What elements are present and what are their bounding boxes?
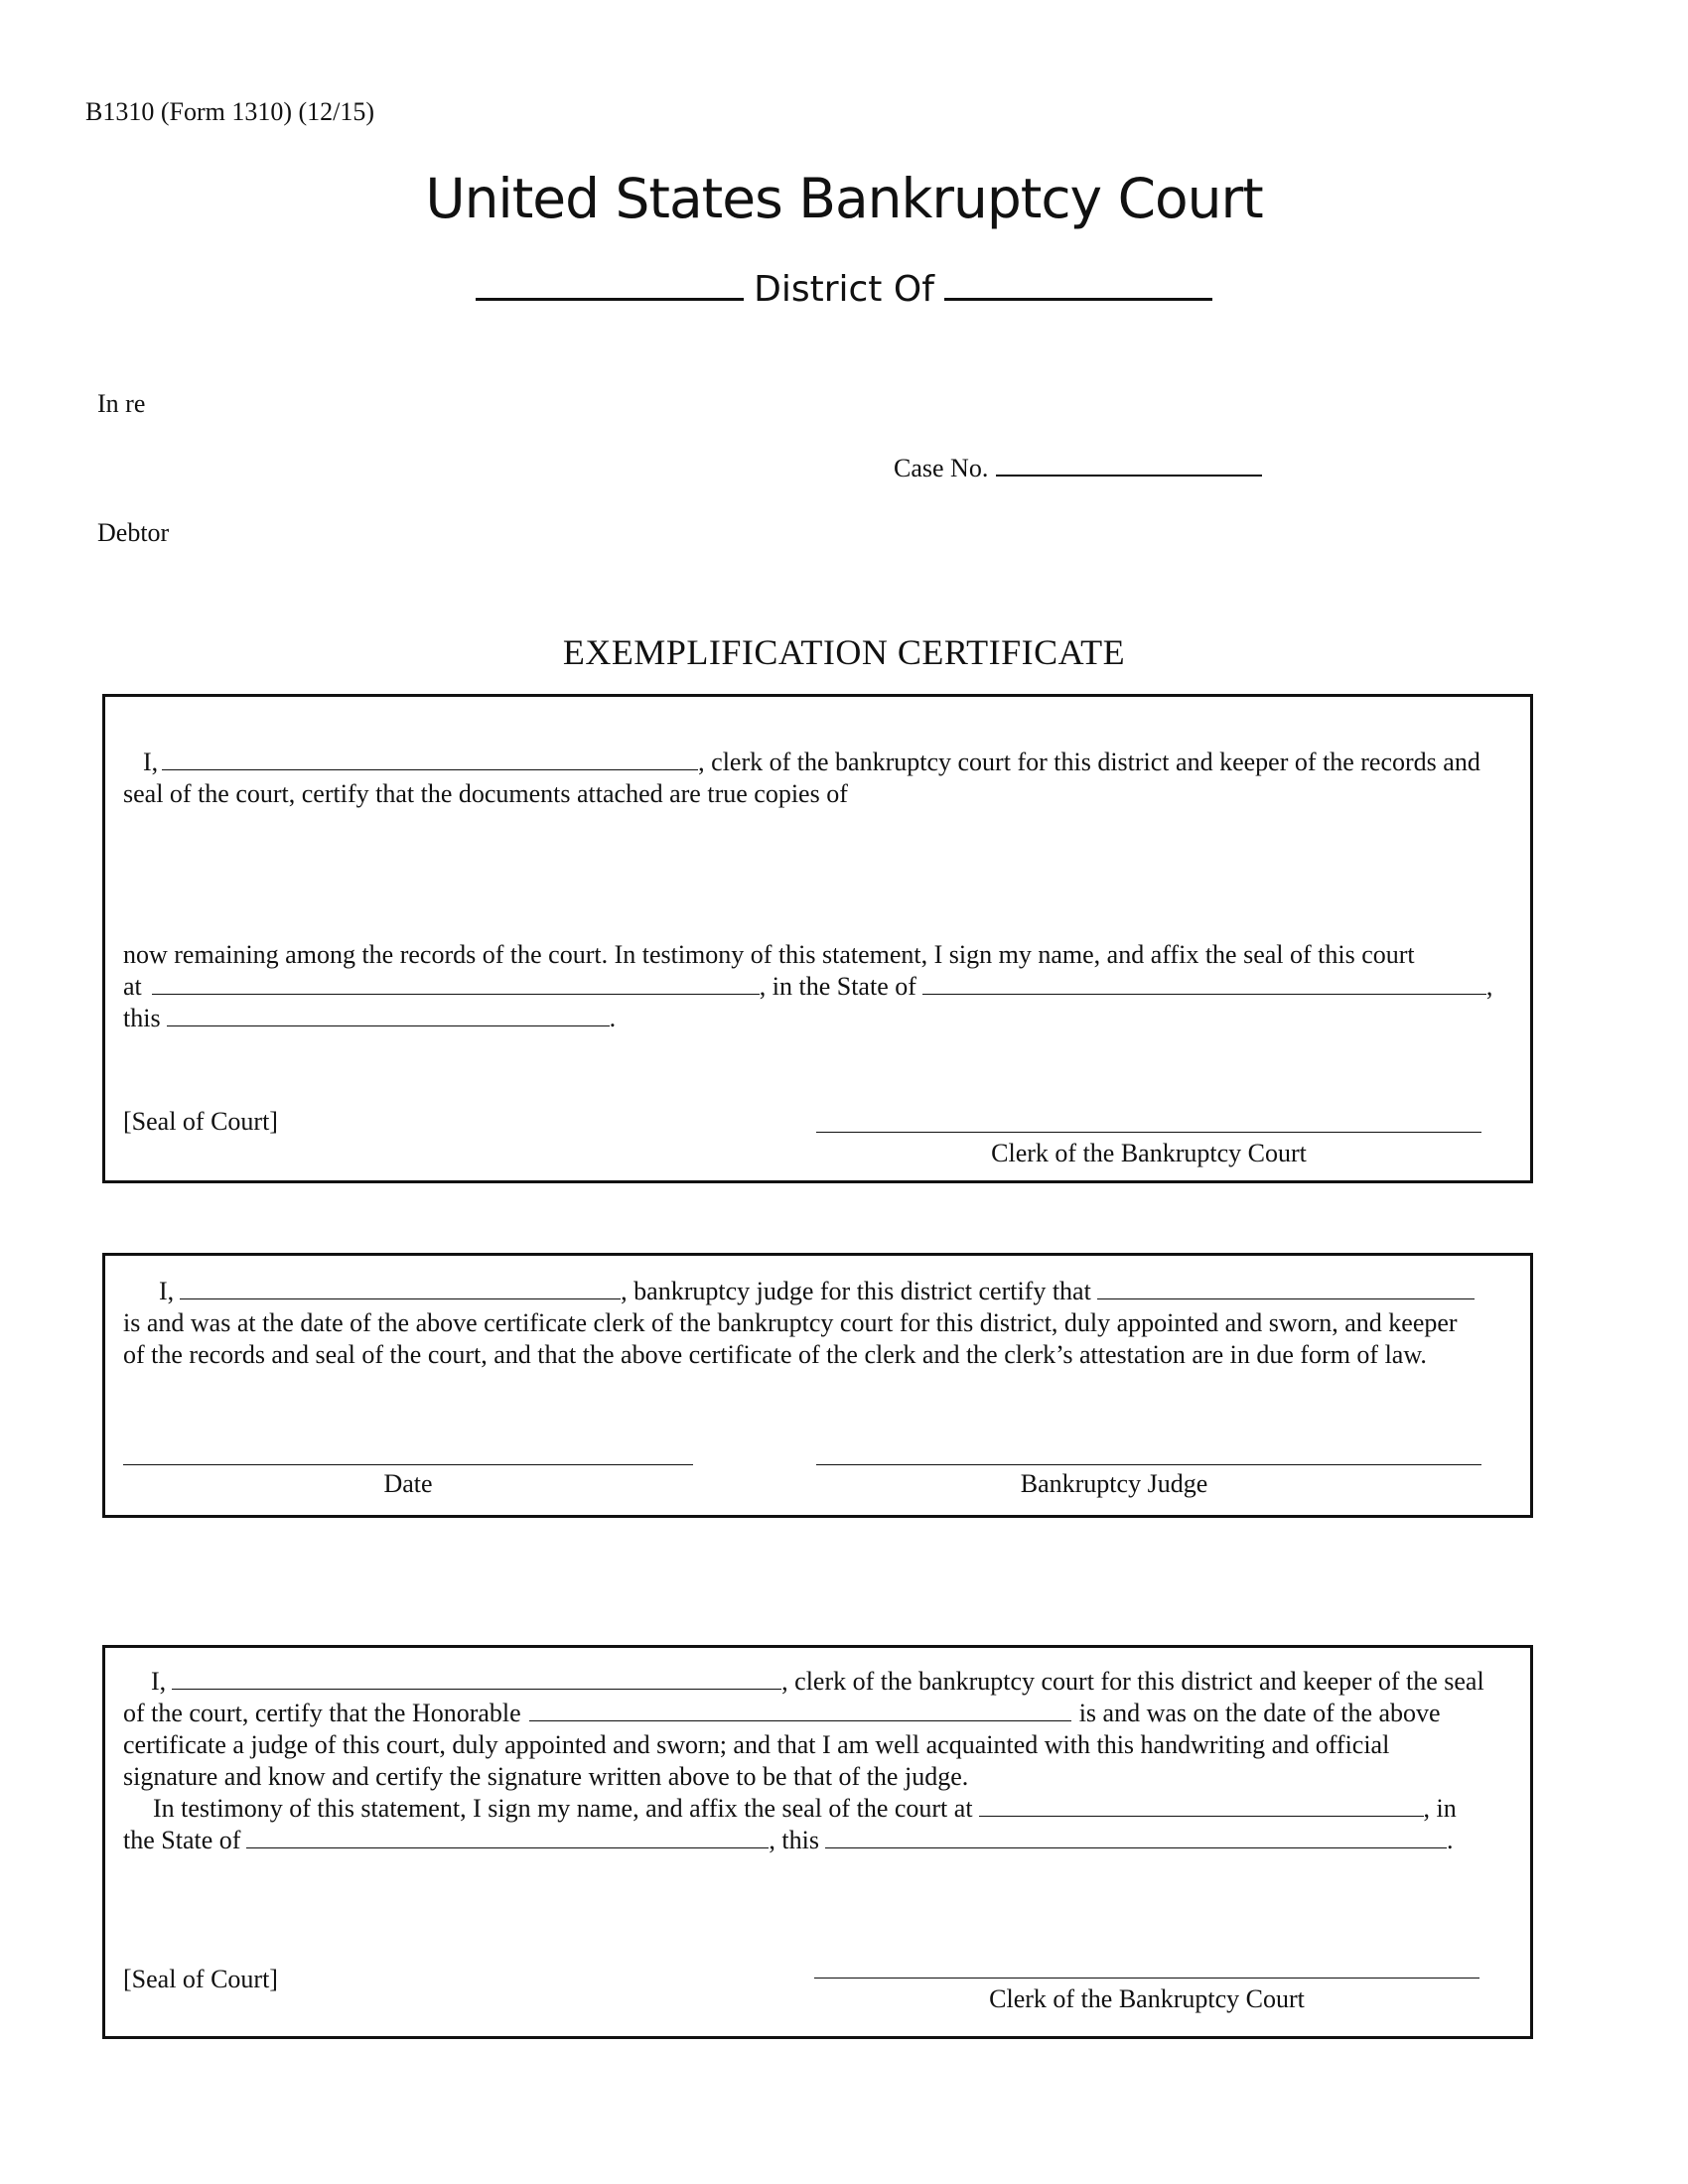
attest-line4: signature and know and certify the signature written above to be that of the judge. bbox=[123, 1762, 969, 1791]
clerk-signature-label: Clerk of the Bankruptcy Court bbox=[989, 1984, 1305, 2013]
date-label: Date bbox=[383, 1469, 433, 1498]
attest-line1 bbox=[151, 1666, 1484, 1698]
judge-cert-line3: of the records and seal of the court, and that the above certificate of the clerk and the clerk’s attestation are in due form of law. bbox=[123, 1340, 1427, 1369]
attest-period: . bbox=[1447, 1826, 1454, 1854]
clerk-cert-this: this bbox=[123, 1004, 161, 1032]
judge-cert-i: I, bbox=[159, 1277, 175, 1305]
clerk-cert-state-label: , in the State of bbox=[759, 972, 916, 1001]
clerk-cert-line1 bbox=[143, 747, 1480, 778]
attest-state-label: the State of bbox=[123, 1826, 241, 1854]
judge-signature-label: Bankruptcy Judge bbox=[1020, 1469, 1208, 1498]
attest-line2-end: is and was on the date of the above bbox=[1078, 1699, 1441, 1727]
court-location-blank[interactable] bbox=[152, 972, 760, 995]
court-location-blank[interactable] bbox=[979, 1794, 1424, 1817]
attest-line5-end: , in bbox=[1423, 1794, 1457, 1823]
case-no-label: Case No. bbox=[894, 454, 989, 482]
case-number-blank[interactable] bbox=[996, 453, 1262, 477]
case-number-row bbox=[894, 453, 1262, 483]
seal-of-court-label: [Seal of Court] bbox=[123, 1965, 278, 1993]
clerk-signature-label: Clerk of the Bankruptcy Court bbox=[991, 1139, 1307, 1167]
judge-cert-line1 bbox=[159, 1276, 1475, 1307]
judge-signature-line[interactable] bbox=[816, 1464, 1481, 1465]
clerk-signature-line[interactable] bbox=[816, 1132, 1481, 1133]
judge-cert-line1-text: , bankruptcy judge for this district certify that bbox=[621, 1277, 1091, 1305]
judge-cert-line2: is and was at the date of the above certificate clerk of the bankruptcy court for this district, duly appointed and sworn, and keeper bbox=[123, 1308, 1458, 1337]
district-row bbox=[0, 266, 1688, 310]
attest-line3: certificate a judge of this court, duly appointed and sworn; and that I am well acquainted with this handwriting and official bbox=[123, 1730, 1390, 1759]
attest-line5 bbox=[153, 1793, 1457, 1825]
attest-line6 bbox=[123, 1825, 1454, 1856]
certificate-title: EXEMPLIFICATION CERTIFICATE bbox=[562, 632, 1126, 672]
form-identifier: B1310 (Form 1310) (12/15) bbox=[85, 97, 375, 126]
district-name-blank[interactable] bbox=[476, 266, 744, 301]
date-signature-line[interactable] bbox=[123, 1464, 693, 1465]
district-label: District Of bbox=[754, 269, 934, 310]
state-blank[interactable] bbox=[246, 1826, 769, 1848]
clerk-cert-line3: now remaining among the records of the court. In testimony of this statement, I sign my name, and affix the seal of this court bbox=[123, 940, 1415, 969]
clerk-cert-comma: , bbox=[1485, 972, 1493, 1001]
attest-this: , this bbox=[769, 1826, 819, 1854]
clerk-cert-at: at bbox=[123, 972, 142, 1001]
in-re-label: In re bbox=[97, 389, 146, 418]
attest-line1-text: , clerk of the bankruptcy court for this district and keeper of the seal bbox=[781, 1667, 1484, 1696]
debtor-label: Debtor bbox=[97, 518, 170, 547]
clerk-name-blank[interactable] bbox=[1097, 1277, 1475, 1299]
state-blank[interactable] bbox=[922, 972, 1486, 995]
clerk-cert-line5 bbox=[123, 1003, 616, 1034]
attest-i: I, bbox=[151, 1667, 167, 1696]
attest-line2 bbox=[123, 1698, 1441, 1729]
seal-of-court-label: [Seal of Court] bbox=[123, 1107, 278, 1136]
judge-name-blank[interactable] bbox=[529, 1699, 1071, 1721]
clerk-cert-i: I, bbox=[143, 748, 159, 776]
clerk-attestation-box bbox=[102, 1645, 1533, 2039]
clerk-cert-line1-text: , clerk of the bankruptcy court for this district and keeper of the records and bbox=[698, 748, 1480, 776]
clerk-name-blank[interactable] bbox=[162, 748, 698, 770]
judge-name-blank[interactable] bbox=[180, 1277, 621, 1299]
clerk-cert-line2: seal of the court, certify that the documents attached are true copies of bbox=[123, 779, 848, 808]
district-state-blank[interactable] bbox=[944, 266, 1212, 301]
attest-line5-start: In testimony of this statement, I sign my name, and affix the seal of the court at bbox=[153, 1794, 973, 1823]
clerk-cert-line4 bbox=[123, 971, 1492, 1003]
judge-certificate-box bbox=[102, 1253, 1533, 1518]
date-blank[interactable] bbox=[167, 1004, 610, 1026]
attest-line2-start: of the court, certify that the Honorable bbox=[123, 1699, 521, 1727]
date-blank[interactable] bbox=[825, 1826, 1447, 1848]
clerk-signature-line[interactable] bbox=[814, 1978, 1479, 1979]
court-title: United States Bankruptcy Court bbox=[425, 167, 1263, 230]
clerk-name-blank[interactable] bbox=[172, 1667, 781, 1690]
clerk-cert-period: . bbox=[609, 1004, 617, 1032]
clerk-certificate-box bbox=[102, 694, 1533, 1183]
